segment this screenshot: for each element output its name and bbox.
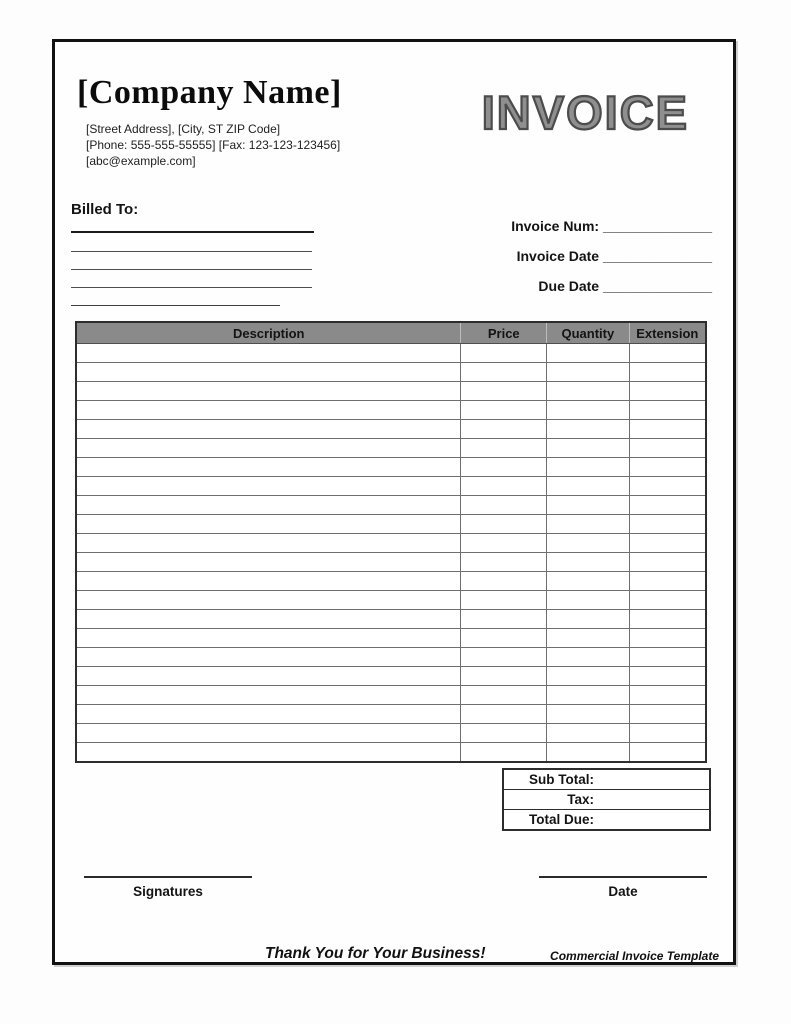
item-cell [76, 629, 461, 648]
item-cell [461, 629, 547, 648]
company-phone-fax: [Phone: 555-555-55555] [Fax: 123-123-123456] [86, 138, 341, 152]
item-row [76, 344, 706, 363]
item-cell [461, 344, 547, 363]
column-header-extension: Extension [629, 322, 706, 344]
item-cell [76, 667, 461, 686]
billed-to-blank-line [71, 251, 312, 252]
item-cell [547, 686, 630, 705]
company-name: [Company Name] [77, 74, 342, 111]
item-cell [547, 591, 630, 610]
invoice-num-row [511, 218, 712, 234]
due-date-blank: ______________ [602, 278, 712, 294]
invoice-date-label: Invoice Date [516, 248, 600, 264]
item-row [76, 496, 706, 515]
items-table-body [76, 344, 706, 763]
item-row [76, 458, 706, 477]
item-cell [629, 401, 706, 420]
item-row [76, 648, 706, 667]
items-table-header-row [76, 322, 706, 344]
signatures-label: Signatures [133, 884, 203, 899]
item-cell [629, 743, 706, 763]
company-contact-block [86, 121, 340, 169]
item-cell [76, 534, 461, 553]
invoice-title: INVOICE [481, 86, 689, 139]
invoice-num-label: Invoice Num: [511, 218, 600, 234]
item-cell [547, 344, 630, 363]
item-cell [461, 572, 547, 591]
item-cell [629, 439, 706, 458]
item-cell [629, 363, 706, 382]
item-row [76, 534, 706, 553]
item-row [76, 724, 706, 743]
item-cell [76, 458, 461, 477]
page-frame [52, 39, 736, 965]
billed-to-blank-line [71, 287, 312, 288]
billed-to-blank-line [71, 269, 312, 270]
item-cell [629, 458, 706, 477]
item-cell [547, 515, 630, 534]
item-cell [76, 705, 461, 724]
item-cell [547, 667, 630, 686]
item-cell [461, 363, 547, 382]
subtotal-row [504, 770, 709, 790]
item-cell [547, 496, 630, 515]
item-cell [461, 667, 547, 686]
item-cell [76, 477, 461, 496]
item-cell [547, 743, 630, 763]
item-cell [547, 477, 630, 496]
item-cell [547, 458, 630, 477]
item-row [76, 572, 706, 591]
item-cell [76, 439, 461, 458]
item-cell [76, 610, 461, 629]
company-email: [abc@example.com] [86, 154, 196, 168]
item-cell [547, 401, 630, 420]
item-cell [76, 553, 461, 572]
item-cell [76, 591, 461, 610]
item-row [76, 629, 706, 648]
totals-box [502, 768, 711, 831]
item-cell [76, 515, 461, 534]
item-cell [76, 344, 461, 363]
item-cell [547, 363, 630, 382]
item-cell [461, 477, 547, 496]
item-row [76, 610, 706, 629]
item-cell [629, 591, 706, 610]
item-cell [547, 382, 630, 401]
item-cell [76, 572, 461, 591]
item-cell [461, 401, 547, 420]
item-row [76, 477, 706, 496]
due-date-label: Due Date [538, 278, 600, 294]
item-row [76, 439, 706, 458]
item-cell [461, 743, 547, 763]
items-table [75, 321, 707, 763]
item-cell [629, 610, 706, 629]
tax-label: Tax: [567, 792, 594, 807]
item-row [76, 420, 706, 439]
item-cell [547, 610, 630, 629]
item-cell [629, 382, 706, 401]
invoice-date-blank: ______________ [602, 248, 712, 264]
item-cell [461, 496, 547, 515]
item-cell [629, 515, 706, 534]
total-due-label: Total Due: [529, 812, 594, 827]
item-cell [629, 667, 706, 686]
item-cell [76, 743, 461, 763]
tax-value [594, 790, 709, 809]
item-cell [76, 401, 461, 420]
billed-to-blank-line [71, 305, 280, 306]
item-cell [461, 648, 547, 667]
item-cell [547, 439, 630, 458]
total-due-row [504, 810, 709, 829]
total-due-value [594, 810, 709, 829]
company-address: [Street Address], [City, ST ZIP Code] [86, 122, 281, 136]
item-cell [629, 496, 706, 515]
signatures-blank-line [84, 876, 252, 878]
item-cell [629, 648, 706, 667]
billed-to-label: Billed To: [71, 201, 139, 218]
item-cell [547, 705, 630, 724]
item-cell [461, 705, 547, 724]
invoice-date-row [511, 248, 712, 264]
subtotal-value [594, 770, 709, 789]
due-date-row [511, 278, 712, 294]
item-cell [461, 382, 547, 401]
item-cell [461, 515, 547, 534]
subtotal-label: Sub Total: [529, 772, 594, 787]
item-cell [547, 572, 630, 591]
signatures-block [84, 876, 252, 899]
item-cell [629, 724, 706, 743]
item-row [76, 401, 706, 420]
item-row [76, 743, 706, 763]
billed-to-blank-line [71, 231, 314, 233]
item-cell [547, 629, 630, 648]
date-label: Date [608, 884, 638, 899]
item-cell [461, 439, 547, 458]
item-cell [547, 420, 630, 439]
column-header-price: Price [461, 322, 547, 344]
item-cell [461, 534, 547, 553]
item-cell [461, 610, 547, 629]
item-cell [76, 686, 461, 705]
item-cell [461, 686, 547, 705]
item-cell [547, 724, 630, 743]
item-cell [629, 420, 706, 439]
tax-row [504, 790, 709, 810]
item-cell [629, 572, 706, 591]
item-cell [461, 420, 547, 439]
item-row [76, 705, 706, 724]
item-cell [461, 553, 547, 572]
item-cell [547, 553, 630, 572]
item-cell [76, 382, 461, 401]
item-cell [76, 420, 461, 439]
item-row [76, 686, 706, 705]
billed-to-lines [71, 231, 314, 323]
item-cell [76, 648, 461, 667]
item-cell [76, 363, 461, 382]
item-cell [629, 686, 706, 705]
thank-you-message: Thank You for Your Business! [265, 945, 486, 962]
item-cell [629, 629, 706, 648]
item-cell [76, 724, 461, 743]
invoice-meta-block [511, 218, 712, 308]
column-header-quantity: Quantity [547, 322, 630, 344]
date-blank-line [539, 876, 707, 878]
item-row [76, 363, 706, 382]
item-cell [547, 648, 630, 667]
date-block [539, 876, 707, 899]
item-cell [76, 496, 461, 515]
template-name: Commercial Invoice Template [550, 949, 719, 963]
item-cell [629, 344, 706, 363]
column-header-description: Description [76, 322, 461, 344]
item-row [76, 515, 706, 534]
item-row [76, 382, 706, 401]
item-row [76, 553, 706, 572]
item-cell [629, 477, 706, 496]
item-cell [629, 705, 706, 724]
item-row [76, 667, 706, 686]
item-cell [629, 534, 706, 553]
item-cell [547, 534, 630, 553]
item-row [76, 591, 706, 610]
item-cell [461, 724, 547, 743]
item-cell [461, 591, 547, 610]
invoice-num-blank: ______________ [602, 218, 712, 234]
item-cell [629, 553, 706, 572]
item-cell [461, 458, 547, 477]
